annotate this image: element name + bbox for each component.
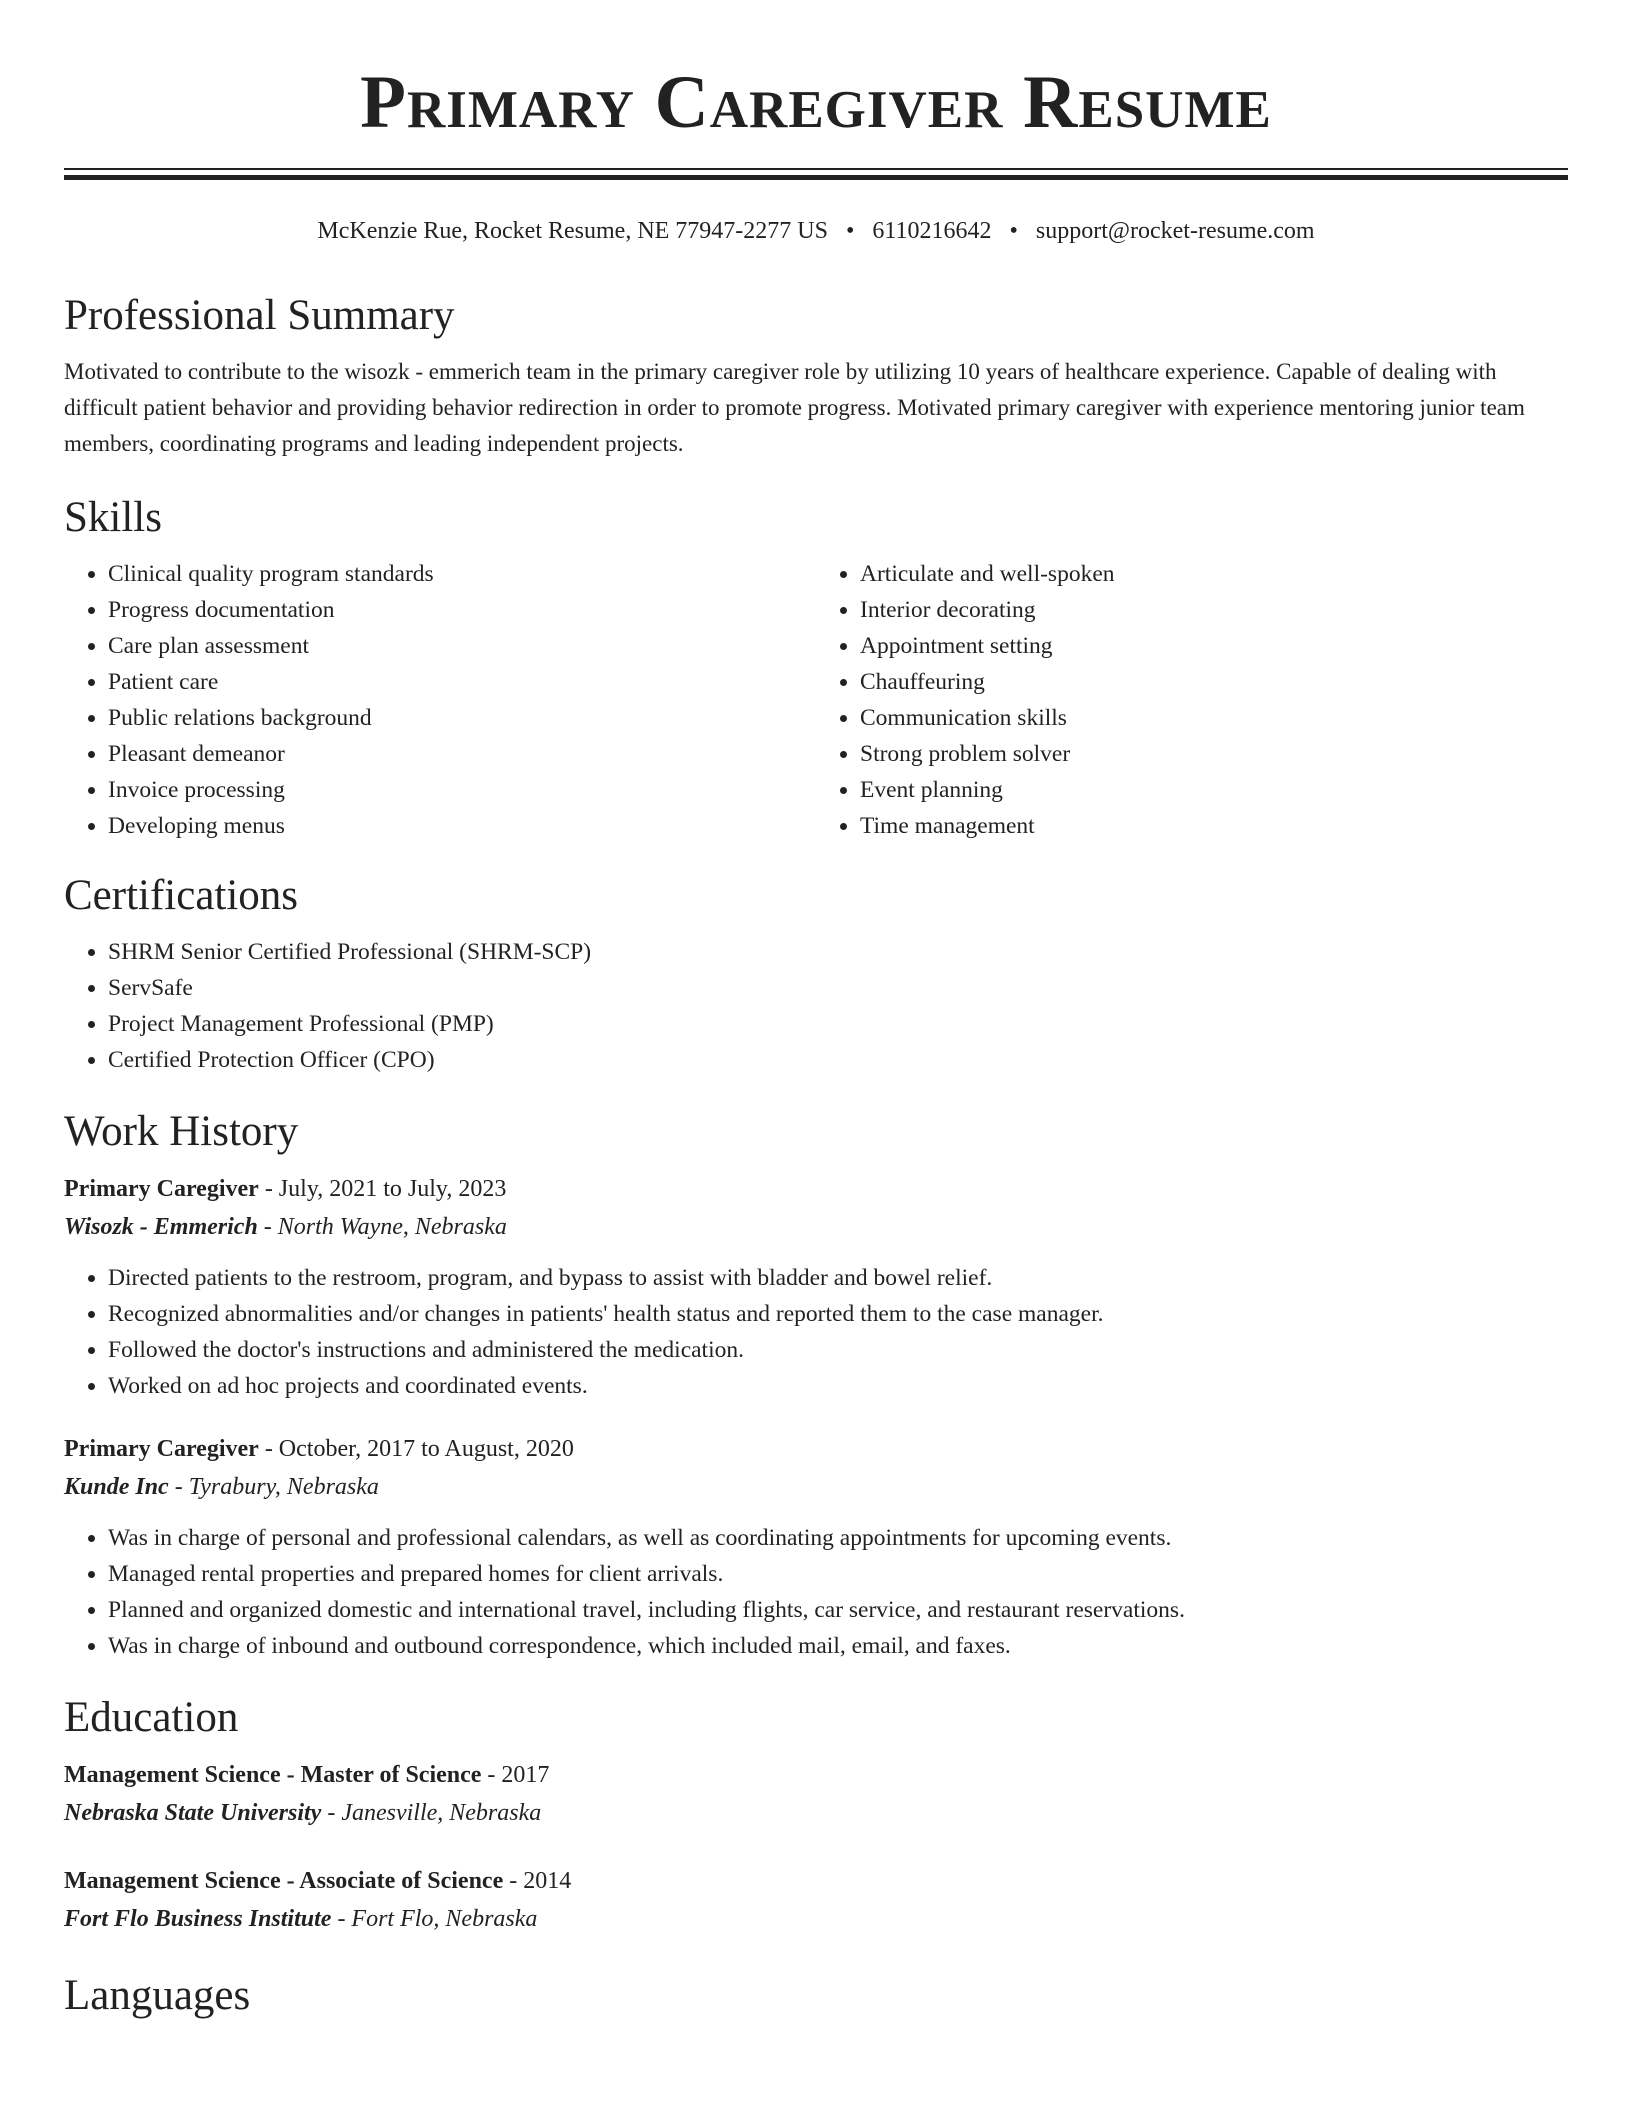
- job-title: Primary Caregiver: [64, 1436, 259, 1462]
- job-entry: [64, 1430, 1568, 1664]
- skill-item: • Appointment setting: [860, 628, 1568, 664]
- contact-email: support@rocket-resume.com: [1035, 218, 1315, 244]
- certification-item: • Certified Protection Officer (CPO): [108, 1042, 1568, 1078]
- education-entry: [64, 1756, 1568, 1832]
- section-heading-work-history: Work History: [64, 1108, 299, 1155]
- job-duty-item: • Was in charge of personal and professional calendars, as well as coordinating appointments for upcoming events.: [108, 1520, 1568, 1556]
- page-title: Primary Caregiver Resume: [360, 61, 1272, 144]
- skill-item: • Developing menus: [108, 808, 816, 844]
- summary-text: Motivated to contribute to the wisozk - emmerich team in the primary caregiver role by utilizing 10 years of healthcare experience. Capable of dealing with difficult patient behavior and providing behavior redirection in order to promote progress. Motivated primary caregiver with experience mentoring junior team members, coordinating programs and leading independent projects.: [64, 359, 1525, 456]
- skill-item: • Event planning: [860, 772, 1568, 808]
- section-heading-education: Education: [64, 1694, 239, 1741]
- skill-item: • Time management: [860, 808, 1568, 844]
- languages-section: [64, 1968, 1568, 2024]
- skill-item: • Chauffeuring: [860, 664, 1568, 700]
- certifications-section: [64, 868, 1568, 1078]
- education-school-line: [64, 1794, 1568, 1832]
- job-title: Primary Caregiver: [64, 1176, 259, 1202]
- education-school-line: [64, 1900, 1568, 1938]
- summary-section: [64, 288, 1568, 462]
- job-location: - North Wayne, Nebraska: [257, 1214, 507, 1240]
- job-duty-item: • Followed the doctor's instructions and administered the medication.: [108, 1332, 1568, 1368]
- job-duty-item: • Planned and organized domestic and international travel, including flights, car service, and restaurant reservations.: [108, 1592, 1568, 1628]
- title-divider-thick: [64, 175, 1568, 180]
- job-dates: - October, 2017 to August, 2020: [258, 1436, 574, 1462]
- job-duty-item: • Worked on ad hoc projects and coordinated events.: [108, 1368, 1568, 1404]
- skill-item: • Clinical quality program standards: [108, 556, 816, 592]
- education-location: - Janesville, Nebraska: [321, 1800, 542, 1826]
- section-heading-certifications: Certifications: [64, 872, 299, 919]
- skill-item: • Patient care: [108, 664, 816, 700]
- job-company: Wisozk - Emmerich: [64, 1214, 258, 1240]
- contact-separator: •: [1009, 218, 1018, 244]
- contact-phone: 6110216642: [872, 218, 992, 244]
- skills-section: [64, 490, 1568, 844]
- job-company: Kunde Inc: [64, 1474, 169, 1500]
- job-header: [64, 1170, 1568, 1208]
- education-degree: Management Science - Associate of Science: [64, 1868, 504, 1894]
- contact-separator: •: [845, 218, 855, 244]
- education-year: - 2014: [503, 1868, 572, 1894]
- job-duties-list: [64, 1260, 1568, 1404]
- contact-address: McKenzie Rue, Rocket Resume, NE 77947-2277 US: [317, 218, 828, 244]
- section-heading-skills: Skills: [64, 494, 162, 541]
- education-location: - Fort Flo, Nebraska: [331, 1906, 538, 1932]
- job-duty-item: • Recognized abnormalities and/or changes in patients' health status and reported them to the case manager.: [108, 1296, 1568, 1332]
- skills-columns: [64, 556, 1568, 844]
- education-school: Fort Flo Business Institute: [64, 1906, 332, 1932]
- skills-list-left: [64, 556, 816, 844]
- education-entry: [64, 1862, 1568, 1938]
- skill-item: • Pleasant demeanor: [108, 736, 816, 772]
- skill-item: • Communication skills: [860, 700, 1568, 736]
- title-divider-thin: [64, 168, 1568, 170]
- skill-item: • Care plan assessment: [108, 628, 816, 664]
- job-duty-item: • Managed rental properties and prepared homes for client arrivals.: [108, 1556, 1568, 1592]
- education-year: - 2017: [481, 1762, 550, 1788]
- job-dates: - July, 2021 to July, 2023: [258, 1176, 507, 1202]
- skill-item: • Progress documentation: [108, 592, 816, 628]
- education-degree-line: [64, 1862, 1568, 1900]
- skill-item: • Public relations background: [108, 700, 816, 736]
- job-entry: [64, 1170, 1568, 1404]
- contact-line: [0, 214, 1632, 248]
- education-school: Nebraska State University: [64, 1800, 322, 1826]
- work-history-section: [64, 1104, 1568, 1664]
- education-degree: Management Science - Master of Science: [64, 1762, 482, 1788]
- skill-item: • Strong problem solver: [860, 736, 1568, 772]
- section-heading-languages: Languages: [64, 1972, 251, 2019]
- skill-item: • Articulate and well-spoken: [860, 556, 1568, 592]
- education-degree-line: [64, 1756, 1568, 1794]
- job-duties-list: [64, 1520, 1568, 1664]
- certification-item: • SHRM Senior Certified Professional (SHRM-SCP): [108, 934, 1568, 970]
- skill-item: • Invoice processing: [108, 772, 816, 808]
- education-section: [64, 1690, 1568, 1938]
- skill-item: • Interior decorating: [860, 592, 1568, 628]
- certifications-list: [64, 934, 1568, 1078]
- job-header: [64, 1430, 1568, 1468]
- job-duty-item: • Directed patients to the restroom, program, and bypass to assist with bladder and bowel relief.: [108, 1260, 1568, 1296]
- certification-item: • ServSafe: [108, 970, 1568, 1006]
- section-heading-summary: Professional Summary: [64, 292, 455, 339]
- job-duty-item: • Was in charge of inbound and outbound correspondence, which included mail, email, and faxes.: [108, 1628, 1568, 1664]
- job-location: - Tyrabury, Nebraska: [168, 1474, 379, 1500]
- certification-item: • Project Management Professional (PMP): [108, 1006, 1568, 1042]
- resume-content: [64, 288, 1568, 2034]
- job-employer-line: [64, 1208, 1568, 1246]
- job-employer-line: [64, 1468, 1568, 1506]
- skills-list-right: [816, 556, 1568, 844]
